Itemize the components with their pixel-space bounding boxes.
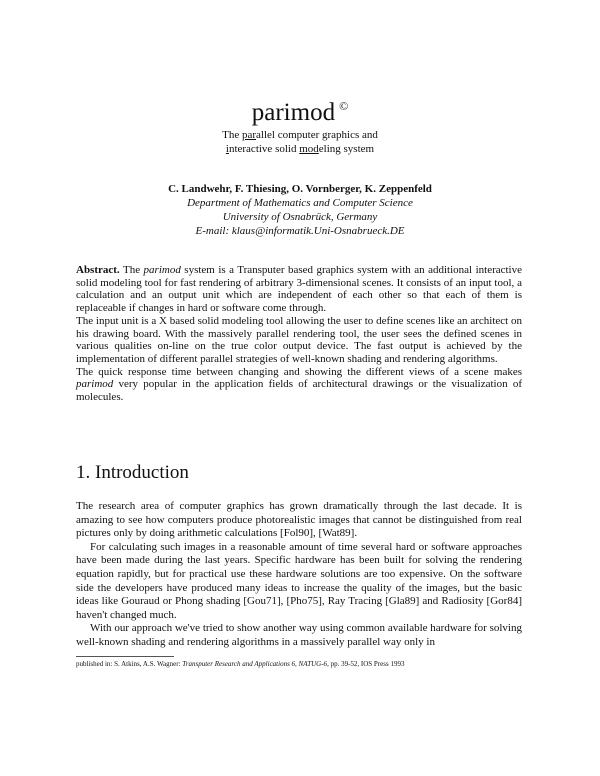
body-paragraph-3: With our approach we've tried to show another way using common available hardware for solving well-known shading and rendering algorithms in a massively parallel way only in [76, 622, 522, 648]
subtitle-line-2: interactive solid modeling system [225, 143, 375, 155]
author-list: C. Landwehr, F. Thiesing, O. Vornberger, K. Zeppenfeld [168, 183, 432, 195]
body-paragraph-2: For calculating such images in a reasonable amount of time several hard or software approaches have been made during the last years. Specific hardware has been built for solving the rendering equation rapidly, but for practical use these hardware solutions are too expensive. On the software side the developers have produced many ideas to increase the quality of the images, but the basic ideas like Gouraud or Phong shading [Gou71], [Pho75], Ray Tracing [Gla89] and Radiosity [Gor84] haven't changed much. [76, 540, 522, 621]
underlined-mod: mod [299, 143, 319, 155]
journal-title: Transputer Research and Applications 6, NATUG-6 [182, 660, 328, 668]
title-text: parimod [251, 99, 336, 126]
abstract-label: Abstract. [76, 264, 120, 276]
underlined-par: par [241, 129, 257, 141]
abstract-paragraph-2: The input unit is a X based solid modeling tool allowing the user to define scenes like an architect on his drawing board. With the massively parallel rendering tool, the user sees the defined scenes in various qualities on-line on the true color output device. The fast output is achieved by the implementation of different parallel strategies of well-known shading and rendering algorithms. [76, 314, 522, 365]
section-heading: 1. Introduction [76, 462, 189, 483]
copyright-symbol: © [339, 99, 349, 113]
system-name: parimod [143, 264, 181, 276]
paper-subtitle [0, 128, 600, 156]
publication-footnote: published in: S. Atkins, A.S. Wagner: Transputer Research and Applications 6, NATUG-6, pp. 39-52, IOS Press 1993 [76, 660, 405, 668]
system-name: parimod [76, 378, 114, 391]
abstract-paragraph-1: Abstract. The parimod system is a Transputer based graphics system with an additional interactive solid modeling tool for fast rendering of arbitrary 3-dimensional scenes. It consists of an input tool, a calculation and an output unit which are independent of each other so that each of them is replaceable if changes in hard or software come through. [76, 264, 522, 315]
department: Department of Mathematics and Computer Science [187, 197, 413, 209]
subtitle-line-1: The parallel computer graphics and [222, 129, 378, 141]
abstract [76, 264, 522, 404]
introduction-body [76, 500, 522, 650]
abstract-paragraph-3: The quick response time between changing and showing the different views of a scene makes parimod very popular in the application fields of architectural drawings or the visualization of molecules. [76, 365, 522, 404]
university: University of Osnabrück, Germany [222, 211, 378, 223]
affiliation-block [0, 196, 600, 238]
author-email: E-mail: klaus@informatik.Uni-Osnabrueck.DE [195, 225, 405, 237]
body-paragraph-1: The research area of computer graphics has grown dramatically through the last decade. It is amazing to see how computers produce photorealistic images that cannot be distinguished from real pictures only by doing arithmetic calculations [Fol90], [Wat89]. [76, 500, 522, 540]
underlined-i: i [225, 143, 229, 155]
paper-title [0, 92, 600, 127]
footnote-rule [76, 656, 174, 657]
